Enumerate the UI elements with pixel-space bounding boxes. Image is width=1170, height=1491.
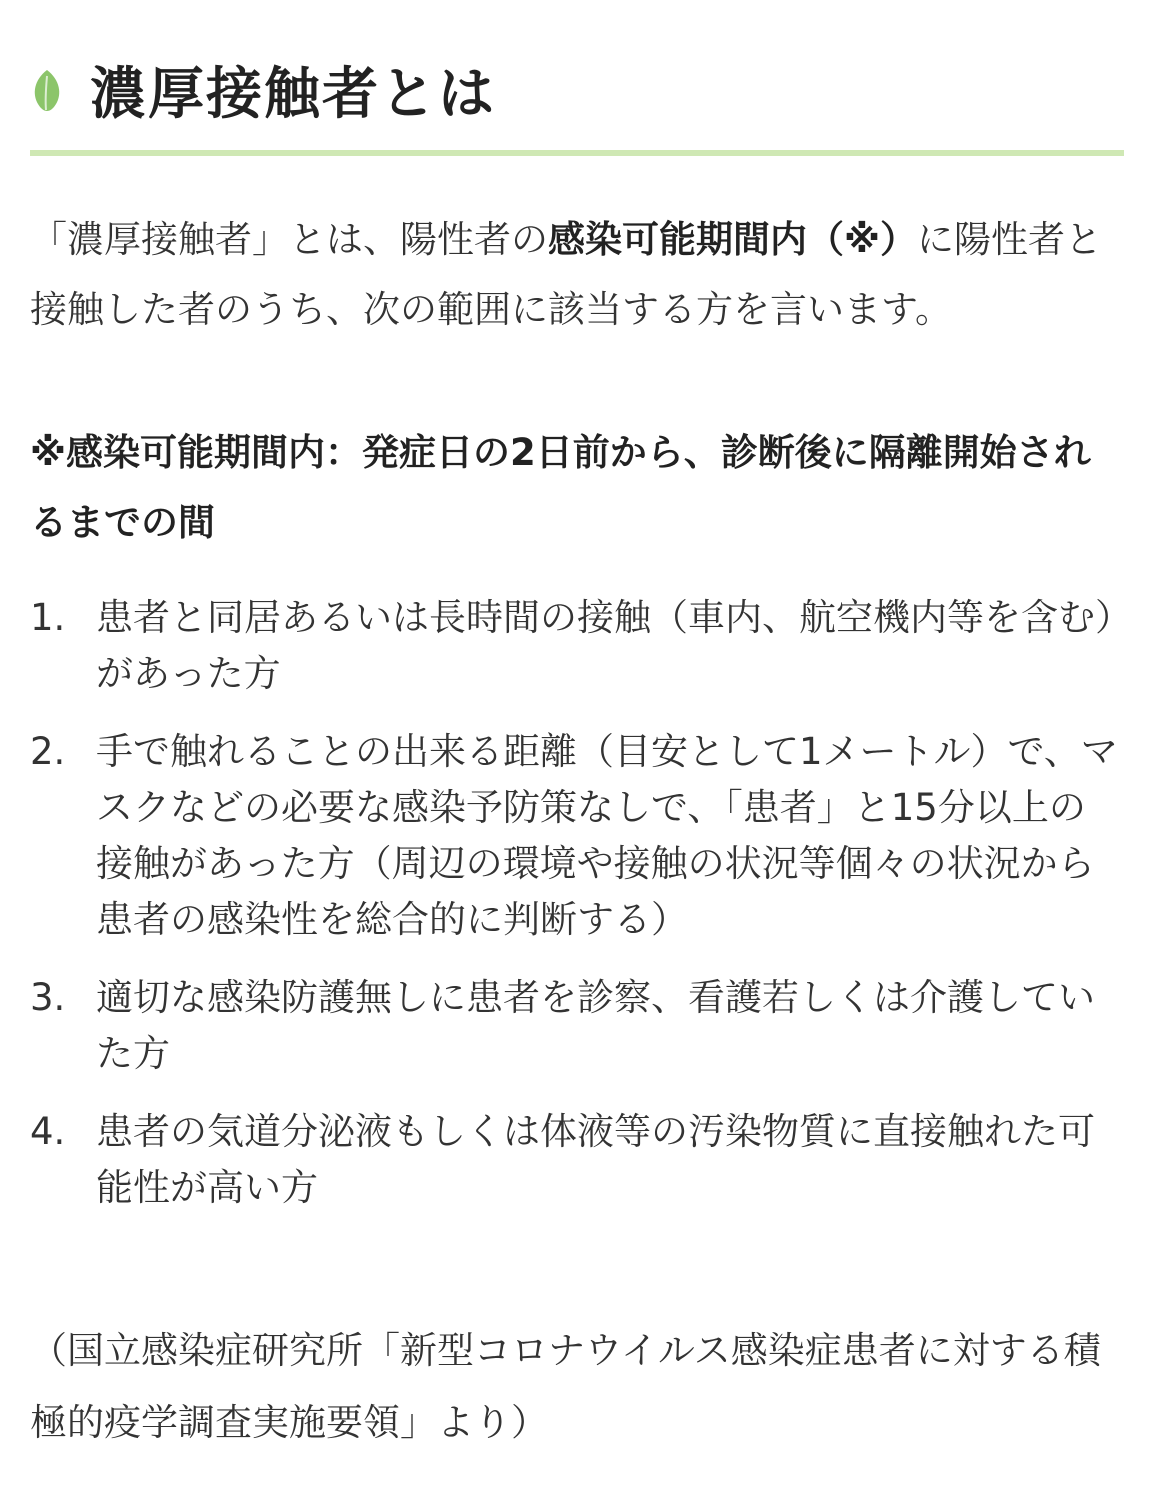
leaf-icon [30,68,64,112]
source-citation: （国立感染症研究所「新型コロナウイルス感染症患者に対する積極的疫学調査実施要領」より） [30,1329,1101,1444]
list-item [30,970,1120,1082]
intro-text-1: 「濃厚接触者」とは、陽性者の [30,218,548,261]
criteria-list [30,590,1120,1238]
list-item-number: 1. [30,596,66,639]
page-title: 濃厚接触者とは [90,62,496,127]
list-item-text: 適切な感染防護無しに患者を診察、看護若しくは介護していた方 [96,976,1095,1075]
list-item [30,1104,1120,1216]
intro-paragraph [30,205,1120,345]
list-item [30,590,1120,702]
list-item-number: 2. [30,730,66,773]
list-item [30,724,1120,948]
list-item-text: 患者と同居あるいは長時間の接触（車内、航空機内等を含む）があった方 [96,596,1114,695]
section-heading [30,45,1124,135]
list-item-number: 3. [30,976,66,1019]
period-note: ※感染可能期間内：発症日の2日前から、診断後に隔離開始されるまでの間 [30,431,1091,544]
intro-text-2: に陽性者と接触した者のうち、次の範囲に該当する方を言います。 [30,218,1102,331]
list-item-text: 患者の気道分泌液もしくは体液等の汚染物質に直接触れた可能性が高い方 [96,1110,1095,1209]
heading-divider [30,150,1124,156]
list-item-text: 手で触れることの出来る距離（目安として1メートル）で、マスクなどの必要な感染予防策なしで、「患者」と15分以上の接触があった方（周辺の環境や接触の状況等個々の状況から患者の感染性を総合的に判断する） [96,730,1118,941]
intro-bold-term: 感染可能期間内（※） [548,218,917,261]
list-item-number: 4. [30,1110,66,1153]
